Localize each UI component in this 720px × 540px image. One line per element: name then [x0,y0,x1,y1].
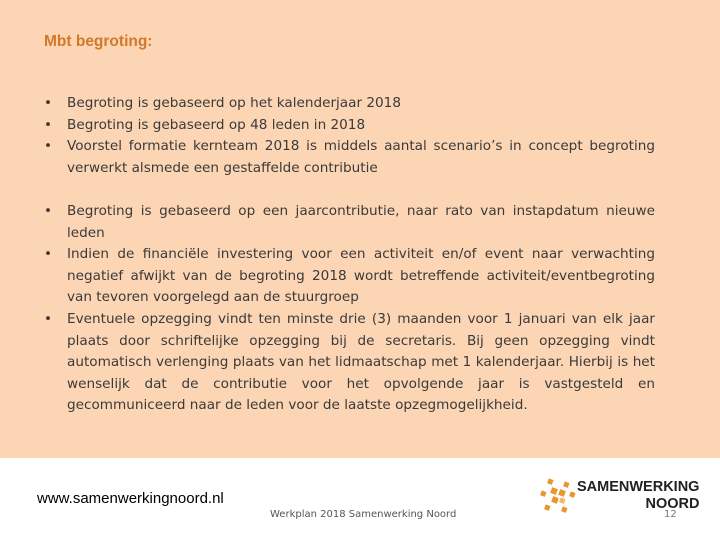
item-text: Begroting is gebaseerd op het kalenderjaar 2018 [67,95,401,111]
bullet-icon: • [44,95,53,111]
item-text: Eventuele opzegging vindt ten minste drie (3) maanden voor 1 januari van elk jaar plaats door schriftelijke opzegging bij de secretaris. Bij geen opzegging vindt automatisch verlenging plaats van het lidmaatschap met 1 kalenderjaar. Hierbij is het wenselijk dat de contributie voor het opvolgende jaar is vastgesteld en gecommuniceerd naar de leden voor de laatste opzegmogelijkheid. [67,310,655,414]
logo-line-1: SAMENWERKING [577,479,700,495]
slide-title: Mbt begroting: [44,33,153,50]
bullet-icon: • [44,310,53,327]
list-item [44,309,655,417]
list-item [44,244,655,309]
bullet-icon: • [44,246,53,263]
bullet-list-1 [44,93,655,179]
logo-text [577,479,699,513]
bullet-icon: • [44,138,53,155]
website-link[interactable]: www.samenwerkingnoord.nl [37,490,224,507]
page-number: 12 [664,509,677,520]
list-item [44,201,655,244]
list-item [44,115,655,137]
logo-line-2: NOORD [645,496,700,512]
item-text: Indien de financiële investering voor een activiteit en/of event naar verwachting negatief afwijkt van de begroting 2018 wordt betreffende activiteit/eventbegroting van tevoren voorgelegd aan de stuurgroep [67,246,655,306]
footer-text: Werkplan 2018 Samenwerking Noord [270,509,457,520]
item-text: Voorstel formatie kernteam 2018 is middels aantal scenario’s in concept begroting verwerkt alsmede een gestaffelde contributie [67,138,655,176]
item-text: Begroting is gebaseerd op 48 leden in 2018 [67,116,366,133]
bullet-icon: • [44,203,53,219]
bullet-list-2 [44,201,655,417]
list-item [44,136,655,179]
bullet-icon: • [44,116,53,133]
list-item [44,93,655,115]
logo-mark-icon [540,478,576,514]
item-text: Begroting is gebaseerd op een jaarcontributie, naar rato van instapdatum nieuwe leden [67,203,655,241]
